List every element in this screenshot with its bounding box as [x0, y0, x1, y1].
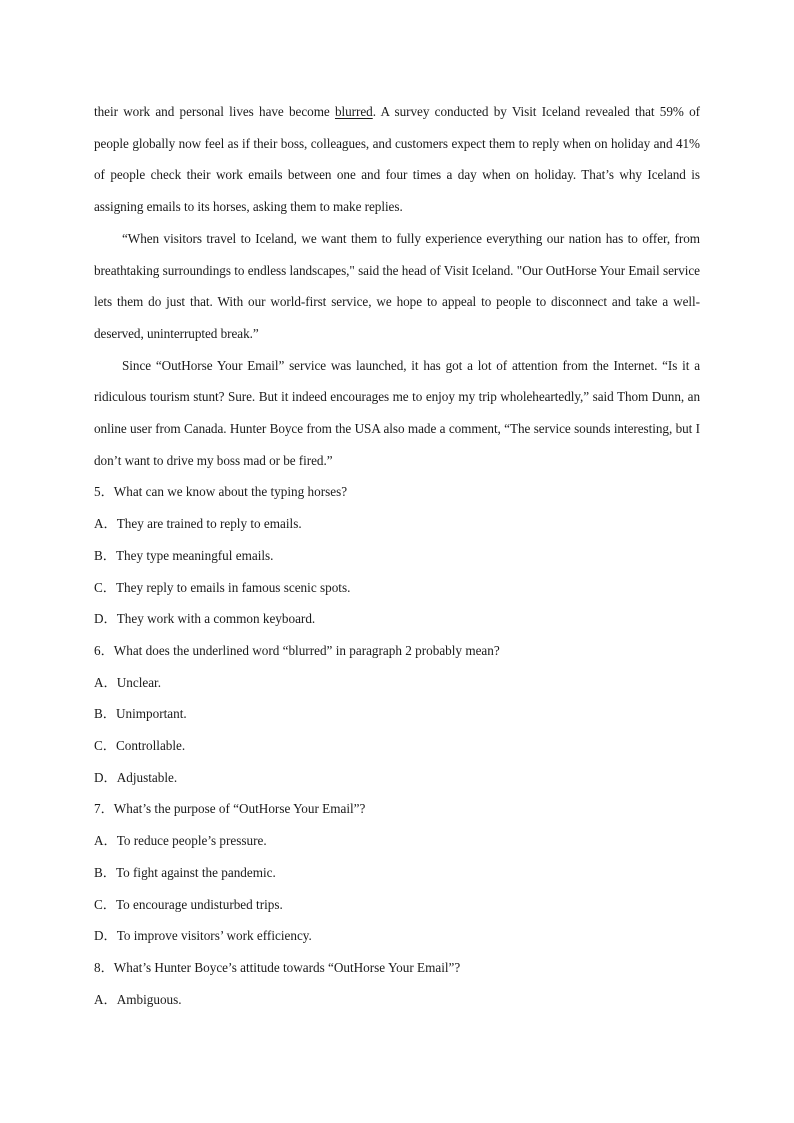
option-text: To fight against the pandemic.	[115, 864, 276, 880]
underlined-word: blurred	[334, 104, 373, 119]
option-5c	[94, 572, 700, 604]
option-7d	[94, 920, 700, 952]
option-text: They reply to emails in famous scenic spots.	[115, 579, 351, 595]
option-5b	[94, 540, 700, 572]
question-6	[94, 635, 700, 667]
option-8a	[94, 984, 700, 1016]
option-text: Adjustable.	[116, 769, 178, 785]
passage-paragraph-1	[94, 96, 700, 223]
paragraph-text: their work and personal lives have become	[94, 104, 335, 119]
option-text: Unimportant.	[115, 706, 187, 722]
option-7c	[94, 889, 700, 921]
option-text: Unclear.	[116, 674, 162, 690]
question-text: What can we know about the typing horses?	[113, 484, 348, 500]
question-text: What’s the purpose of “OutHorse Your Email”?	[113, 801, 366, 817]
option-6b	[94, 698, 700, 730]
question-8	[94, 952, 700, 984]
option-6c	[94, 730, 700, 762]
option-7b	[94, 857, 700, 889]
option-text: To encourage undisturbed trips.	[115, 896, 283, 912]
option-text: They type meaningful emails.	[115, 547, 274, 563]
document-content	[94, 96, 700, 1015]
paragraph-text: . A survey conducted by Visit Iceland revealed that 59% of people globally now feel as if their boss, colleagues, and customers expect them to reply when on holiday and 41% of people check their work emails between one and four times a day when on holiday. That’s why Iceland is assigning emails to its horses, asking them to make replies.	[94, 104, 700, 215]
option-letter: C．	[94, 896, 116, 912]
passage-paragraph-2: “When visitors travel to Iceland, we want them to fully experience everything our nation has to offer, from breathtaking surroundings to endless landscapes," said the head of Visit Iceland. "Our OutHorse Your Email service lets them do just that. With our world-first service, we hope to appeal to people to disconnect and take a well-deserved, uninterrupted break.”	[94, 230, 700, 341]
option-letter: D．	[94, 928, 117, 944]
option-7a	[94, 825, 700, 857]
question-number: 7．	[94, 801, 114, 817]
option-letter: D．	[94, 769, 117, 785]
option-letter: A．	[94, 991, 117, 1007]
passage-paragraph-3: Since “OutHorse Your Email” service was launched, it has got a lot of attention from the Internet. “Is it a ridiculous tourism stunt? Sure. But it indeed encourages me to enjoy my trip wholeheartedly,” said Thom Dunn, an online user from Canada. Hunter Boyce from the USA also made a comment, “The service sounds interesting, but I don’t want to drive my boss mad or be fired.”	[94, 357, 700, 468]
option-letter: B．	[94, 706, 116, 722]
option-letter: C．	[94, 579, 116, 595]
option-5d	[94, 603, 700, 635]
question-number: 5．	[94, 484, 114, 500]
option-letter: D．	[94, 611, 117, 627]
question-7	[94, 793, 700, 825]
option-letter: B．	[94, 547, 116, 563]
option-letter: A．	[94, 833, 117, 849]
question-text: What does the underlined word “blurred” in paragraph 2 probably mean?	[113, 642, 500, 658]
option-letter: B．	[94, 864, 116, 880]
option-5a	[94, 508, 700, 540]
question-5	[94, 476, 700, 508]
option-text: They work with a common keyboard.	[116, 611, 316, 627]
option-text: To reduce people’s pressure.	[116, 833, 267, 849]
option-text: They are trained to reply to emails.	[116, 516, 302, 532]
question-number: 8．	[94, 959, 114, 975]
option-text: Controllable.	[115, 738, 186, 754]
option-letter: A．	[94, 674, 117, 690]
option-letter: A．	[94, 516, 117, 532]
option-letter: C．	[94, 738, 116, 754]
option-6a	[94, 667, 700, 699]
option-text: Ambiguous.	[116, 991, 182, 1007]
option-text: To improve visitors’ work efficiency.	[116, 928, 312, 944]
option-6d	[94, 762, 700, 794]
question-number: 6．	[94, 642, 114, 658]
question-text: What’s Hunter Boyce’s attitude towards “OutHorse Your Email”?	[113, 959, 461, 975]
